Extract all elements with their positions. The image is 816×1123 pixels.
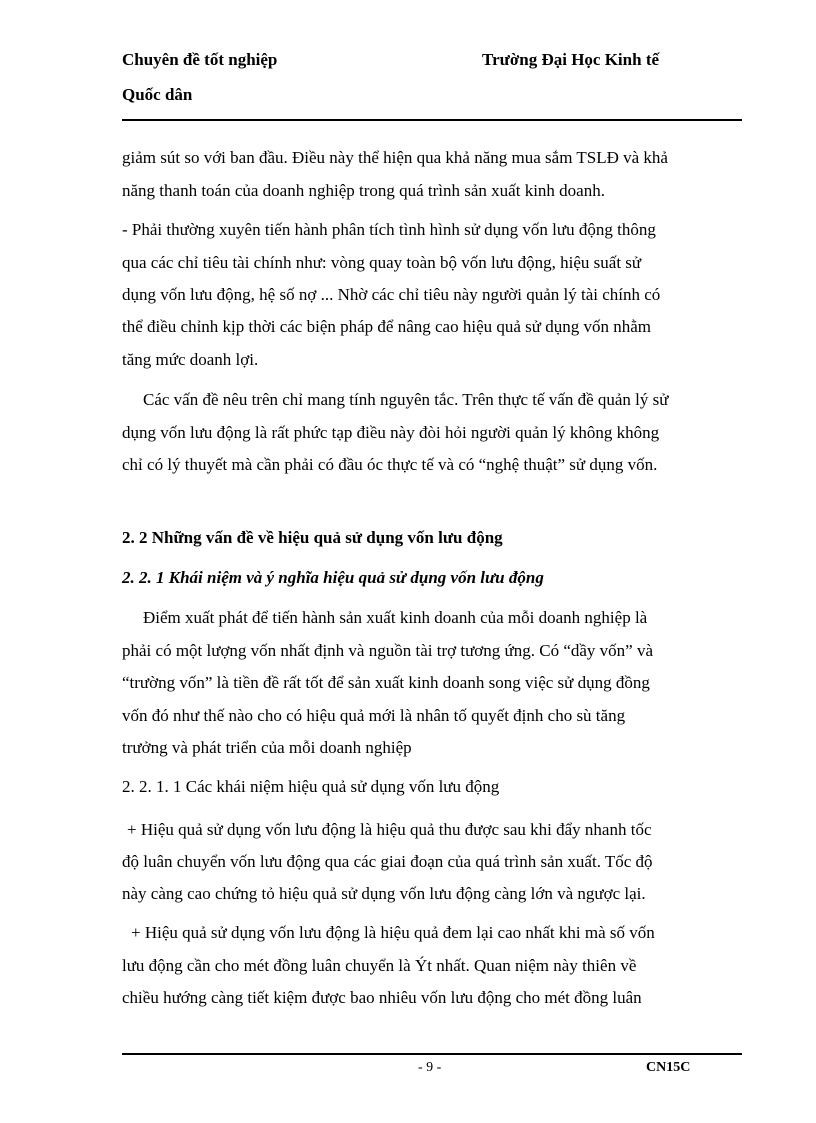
header-rule bbox=[122, 119, 742, 121]
paragraph-3-line-3: chỉ có lý thuyết mà cần phải có đầu óc thực tế và có “nghệ thuật” sử dụng vốn. bbox=[122, 455, 658, 474]
page-number: - 9 - bbox=[418, 1060, 442, 1075]
paragraph-2-line-2: qua các chỉ tiêu tài chính như: vòng quay toàn bộ vốn lưu động, hiệu suất sử bbox=[122, 253, 642, 272]
paragraph-3-line-1: Các vấn đề nêu trên chỉ mang tính nguyên tắc. Trên thực tế vấn đề quản lý sử bbox=[143, 390, 669, 409]
paragraph-6-line-2: lưu động cần cho mét đồng luân chuyển là Ýt nhất. Quan niệm này thiên về bbox=[122, 956, 637, 975]
paragraph-2-line-3: dụng vốn lưu động, hệ số nợ ... Nhờ các chỉ tiêu này người quản lý tài chính có bbox=[122, 285, 661, 304]
paragraph-1-line-2: năng thanh toán của doanh nghiệp trong quá trình sản xuất kinh doanh. bbox=[122, 181, 605, 200]
header-left-title: Chuyên đề tốt nghiệp bbox=[122, 50, 278, 69]
section-heading-2-2: 2. 2 Những vấn đề về hiệu quả sử dụng vốn lưu động bbox=[122, 528, 503, 547]
paragraph-2-line-1: - Phải thường xuyên tiến hành phân tích tình hình sử dụng vốn lưu động thông bbox=[122, 220, 656, 239]
paragraph-4-line-4: vốn đó như thế nào cho có hiệu quả mới là nhân tố quyết định cho sù tăng bbox=[122, 706, 626, 725]
section-heading-2-2-1: 2. 2. 1 Khái niệm và ý nghĩa hiệu quả sử dụng vốn lưu động bbox=[122, 568, 544, 587]
header-left-title-line2: Quốc dân bbox=[122, 85, 193, 104]
paragraph-4-line-2: phải có một lượng vốn nhất định và nguồn tài trợ tương ứng. Có “dầy vốn” và bbox=[122, 641, 654, 660]
paragraph-2-line-5: tăng mức doanh lợi. bbox=[122, 350, 259, 369]
section-heading-2-2-1-1: 2. 2. 1. 1 Các khái niệm hiệu quả sử dụng vốn lưu động bbox=[122, 777, 500, 796]
paragraph-4-line-3: “trường vốn” là tiền đề rất tốt để sản xuất kinh doanh song việc sử dụng đồng bbox=[122, 673, 650, 692]
paragraph-5-line-2: độ luân chuyển vốn lưu động qua các giai đoạn của quá trình sản xuất. Tốc độ bbox=[122, 852, 653, 871]
paragraph-5-line-1: + Hiệu quả sử dụng vốn lưu động là hiệu quả thu được sau khi đẩy nhanh tốc bbox=[127, 820, 652, 839]
paragraph-6-line-3: chiều hướng càng tiết kiệm được bao nhiêu vốn lưu động cho mét đồng luân bbox=[122, 988, 642, 1007]
footer-rule bbox=[122, 1053, 742, 1055]
paragraph-4-line-1: Điểm xuất phát để tiến hành sản xuất kinh doanh của mỗi doanh nghiệp là bbox=[143, 608, 648, 627]
paragraph-5-line-3: này càng cao chứng tỏ hiệu quả sử dụng vốn lưu động càng lớn và ngược lại. bbox=[122, 884, 646, 903]
paragraph-1-line-1: giảm sút so với ban đầu. Điều này thể hiện qua khả năng mua sắm TSLĐ và khả bbox=[122, 148, 668, 167]
paragraph-2-line-4: thể điều chỉnh kịp thời các biện pháp để nâng cao hiệu quả sử dụng vốn nhằm bbox=[122, 317, 652, 336]
paragraph-6-line-1: + Hiệu quả sử dụng vốn lưu động là hiệu quả đem lại cao nhất khi mà số vốn bbox=[131, 923, 655, 942]
paragraph-4-line-5: trưởng và phát triển của mỗi doanh nghiệp bbox=[122, 738, 412, 757]
paragraph-3-line-2: dụng vốn lưu động là rất phức tạp điều này đòi hỏi người quản lý không không bbox=[122, 423, 660, 442]
class-code: CN15C bbox=[646, 1060, 691, 1075]
header-right-title: Trường Đại Học Kinh tế bbox=[482, 50, 660, 69]
